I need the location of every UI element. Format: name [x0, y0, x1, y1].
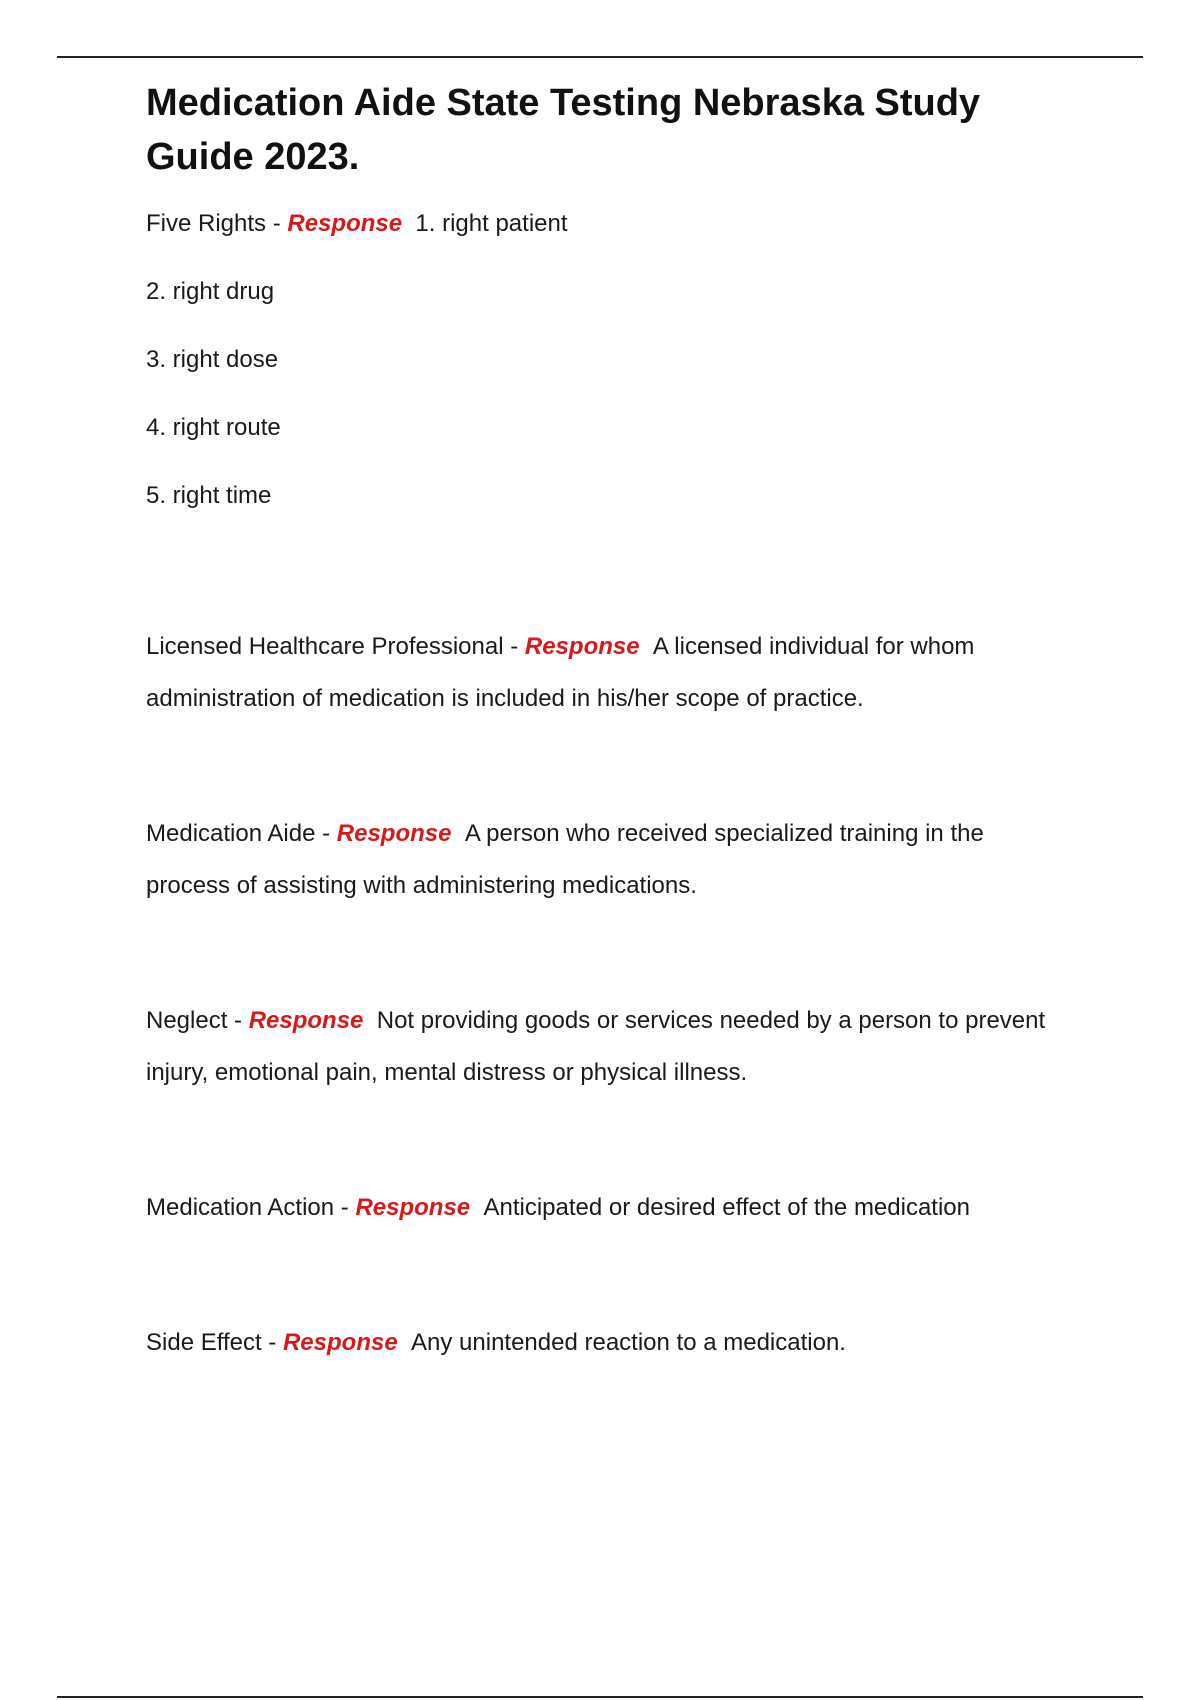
entry-side-effect [146, 1317, 1066, 1369]
response-label: Response [248, 1007, 364, 1034]
entry-medication-action [146, 1182, 1066, 1234]
list-item: 4. right route [146, 414, 281, 441]
list-item: 2. right drug [146, 278, 275, 305]
definition: Not providing goods or services needed by a person to prevent injury, emotional pain, mental distress or physical illness. [146, 1007, 1046, 1086]
entry-medication-aide [146, 808, 1066, 912]
definition: Anticipated or desired effect of the medication [483, 1194, 970, 1221]
response-label: Response [355, 1194, 471, 1221]
term: Neglect - [146, 1007, 249, 1034]
response-label: Response [287, 210, 403, 237]
term: Side Effect - [146, 1329, 283, 1356]
definition: A licensed individual for whom administration of medication is included in his/her scope of practice. [146, 633, 975, 712]
definition: Any unintended reaction to a medication. [411, 1329, 846, 1356]
document-body [146, 76, 1066, 1369]
entry-neglect [146, 995, 1066, 1099]
entry-five-rights [146, 198, 1066, 250]
definition: 1. right patient [415, 210, 568, 237]
term: Five Rights - [146, 210, 288, 237]
term: Medication Aide - [146, 820, 337, 847]
list-item: 5. right time [146, 482, 272, 509]
document-title: Medication Aide State Testing Nebraska Study Guide 2023. [146, 82, 981, 178]
top-rule [57, 56, 1143, 58]
response-label: Response [524, 633, 640, 660]
bottom-rule [57, 1696, 1143, 1698]
list-item: 3. right dose [146, 346, 279, 373]
response-label: Response [282, 1329, 398, 1356]
term: Medication Action - [146, 1194, 356, 1221]
entry-licensed-healthcare-professional [146, 621, 1066, 725]
response-label: Response [336, 820, 452, 847]
term: Licensed Healthcare Professional - [146, 633, 525, 660]
definition: A person who received specialized training in the process of assisting with administering medications. [146, 820, 984, 899]
